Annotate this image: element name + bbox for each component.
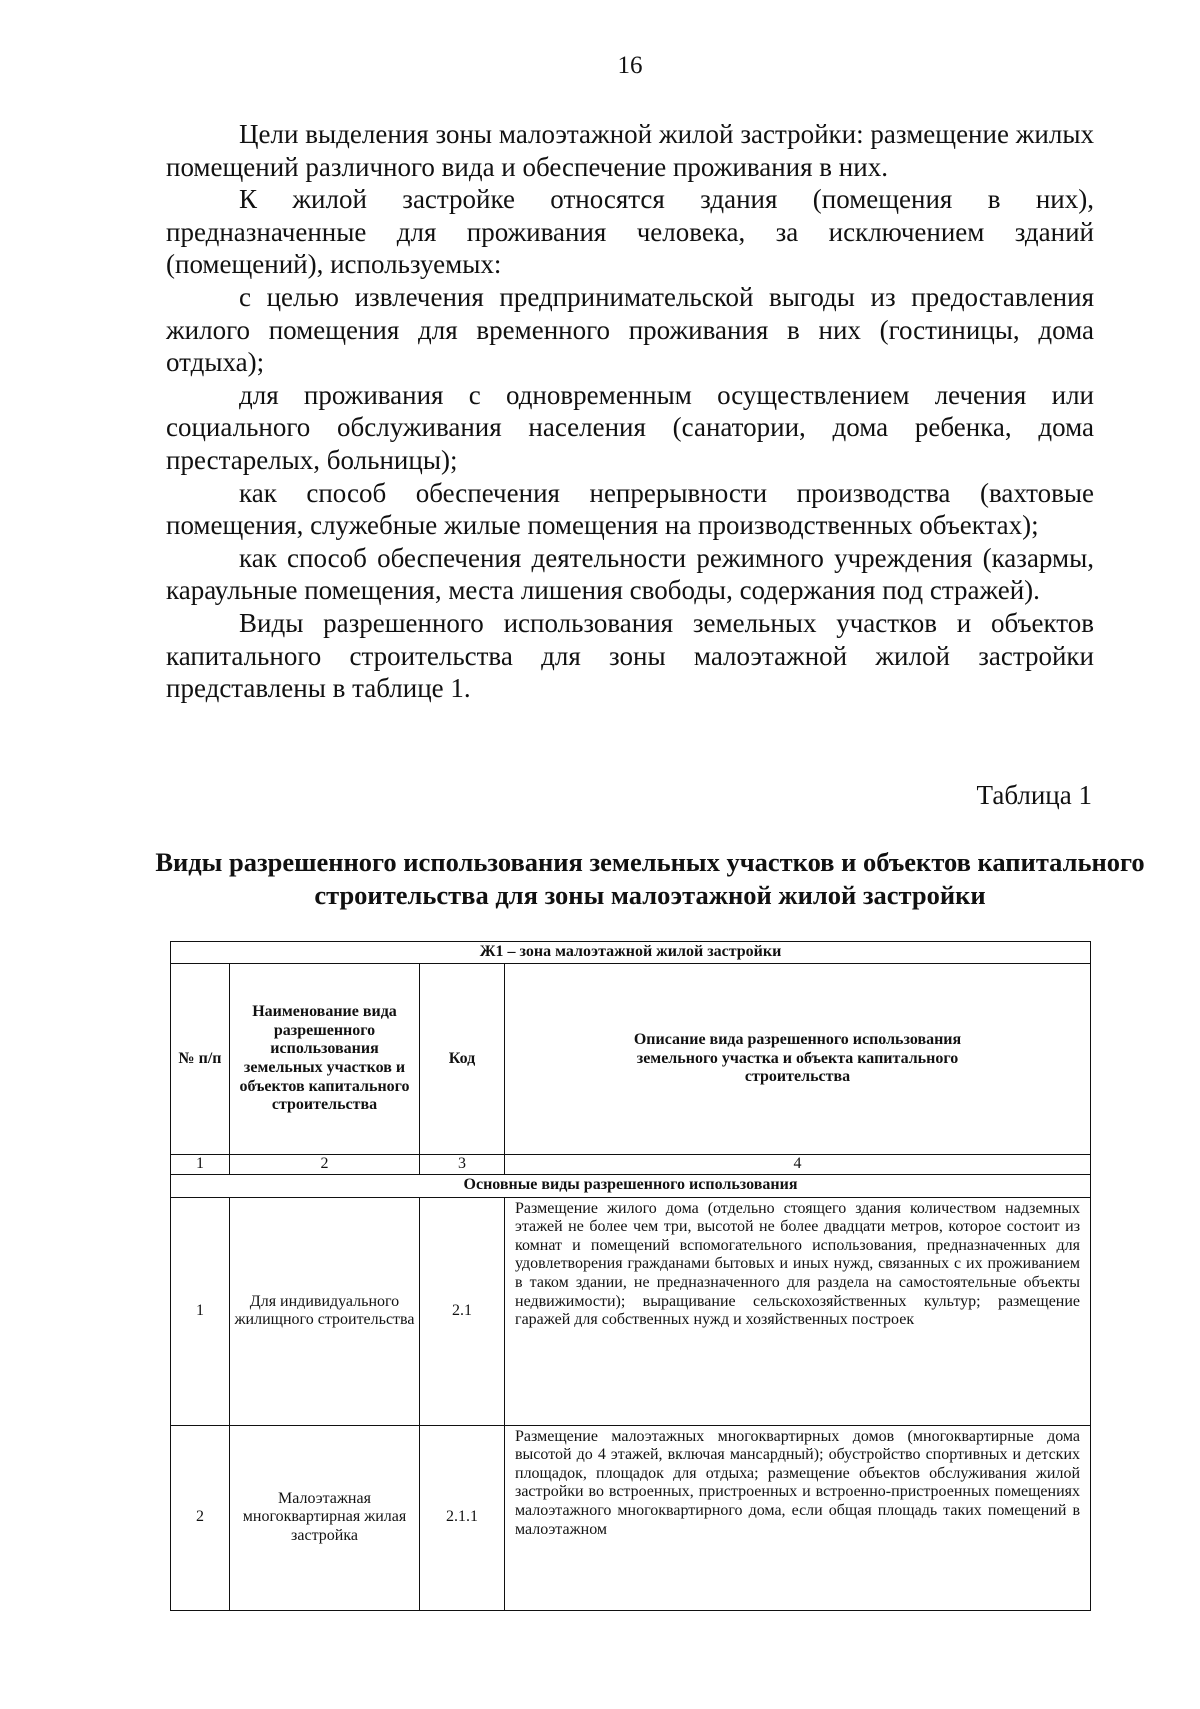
- body-text: [166, 118, 1094, 705]
- row-code: 2.1.1: [420, 1425, 505, 1610]
- paragraph: Цели выделения зоны малоэтажной жилой застройки: размещение жилых помещений различного вида и обеспечение проживания в них.: [166, 119, 1094, 182]
- paragraph: К жилой застройке относятся здания (помещения в них), предназначенные для проживания человека, за исключением зданий (помещений), используемых:: [166, 184, 1094, 280]
- table-label: Таблица 1: [976, 780, 1092, 810]
- table-row: [171, 1425, 1091, 1610]
- section-title: Основные виды разрешенного использования: [171, 1174, 1091, 1197]
- table-title: Виды разрешенного использования земельных участков и объектов капитального строительства для зоны малоэтажной жилой застройки: [155, 847, 1145, 910]
- header-code: Код: [420, 964, 505, 1155]
- column-number: 2: [230, 1155, 420, 1175]
- land-use-table: [170, 941, 1091, 1611]
- zone-title: Ж1 – зона малоэтажной жилой застройки: [171, 942, 1091, 964]
- row-description: Размещение жилого дома (отдельно стоящего здания количеством надземных этажей не более чем три, высотой не более двадцати метров, которое состоит из комнат и помещений вспомогательного использования, предназначенных для удовлетворения гражданами бытовых и иных нужд, связанных с их проживанием в таком здании, не предназначенного для раздела на самостоятельные объекты недвижимости); выращивание сельскохозяйственных культур; размещение гаражей для собственных нужд и хозяйственных построек: [505, 1197, 1091, 1425]
- paragraph: как способ обеспечения непрерывности производства (вахтовые помещения, служебные жилые помещения на производственных объектах);: [166, 477, 1094, 541]
- paragraph: с целью извлечения предпринимательской выгоды из предоставления жилого помещения для временного проживания в них (гостиницы, дома отдыха);: [166, 281, 1094, 378]
- section-row: [171, 1174, 1091, 1197]
- header-description: Описание вида разрешенного использования земельного участка и объекта капитального строительства: [505, 964, 1091, 1155]
- header-row: [171, 964, 1091, 1155]
- row-name: Малоэтажная многоквартирная жилая застройка: [230, 1425, 420, 1610]
- paragraph: Виды разрешенного использования земельных участков и объектов капитального строительства для зоны малоэтажной жилой застройки представлены в таблице 1.: [166, 607, 1094, 704]
- zone-row: [171, 942, 1091, 964]
- row-name: Для индивидуального жилищного строительства: [230, 1197, 420, 1425]
- paragraph: для проживания с одновременным осуществлением лечения или социального обслуживания населения (санатории, дома ребенка, дома престарелых, больницы);: [166, 379, 1094, 475]
- column-number: 4: [505, 1155, 1091, 1175]
- header-name: Наименование вида разрешенного использования земельных участков и объектов капитального строительства: [230, 964, 420, 1155]
- header-num: № п/п: [171, 964, 230, 1155]
- column-number-row: [171, 1155, 1091, 1175]
- row-description: Размещение малоэтажных многоквартирных домов (многоквартирные дома высотой до 4 этажей, включая мансардный); обустройство спортивных и детских площадок, площадок для отдыха; размещение объектов обслуживания жилой застройки во встроенных, пристроенных и встроенно-пристроенных помещениях малоэтажного многоквартирного дома, если общая площадь таких помещений в малоэтажном: [505, 1425, 1091, 1610]
- column-number: 1: [171, 1155, 230, 1175]
- paragraph: как способ обеспечения деятельности режимного учреждения (казармы, караульные помещения, места лишения свободы, содержания под стражей).: [166, 542, 1094, 606]
- row-num: 2: [171, 1425, 230, 1610]
- table-row: [171, 1197, 1091, 1425]
- page-number: 16: [617, 52, 643, 79]
- row-code: 2.1: [420, 1197, 505, 1425]
- row-num: 1: [171, 1197, 230, 1425]
- column-number: 3: [420, 1155, 505, 1175]
